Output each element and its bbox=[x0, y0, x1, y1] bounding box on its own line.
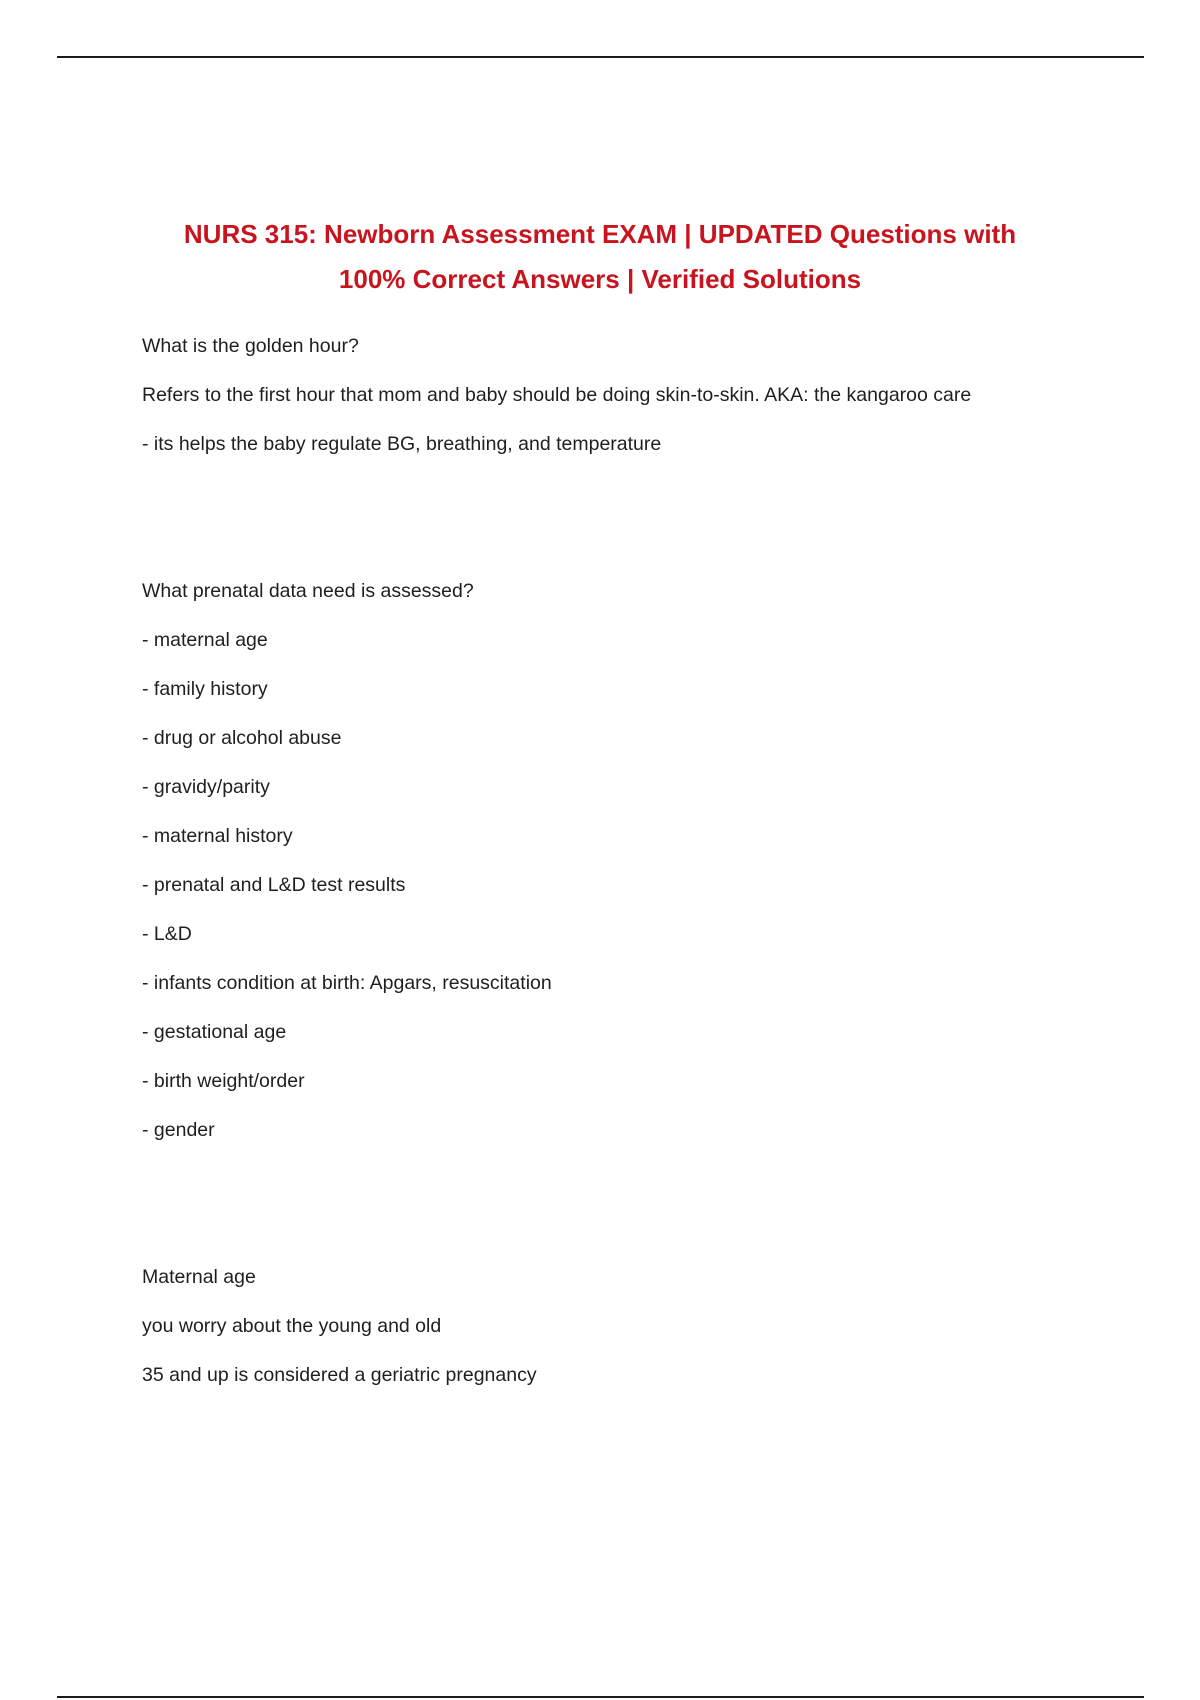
answer-list-item: - maternal age bbox=[142, 629, 268, 651]
answer-text: you worry about the young and old bbox=[142, 1315, 442, 1337]
document-title bbox=[130, 212, 1070, 302]
answer-list-item: - gestational age bbox=[142, 1021, 287, 1043]
section-spacer bbox=[142, 1155, 1122, 1253]
answer-list-item: - L&D bbox=[142, 923, 192, 945]
answer-text: 35 and up is considered a geriatric pregnancy bbox=[142, 1364, 537, 1386]
header-rule bbox=[57, 56, 1144, 58]
question-text: Maternal age bbox=[142, 1266, 256, 1288]
answer-text: - its helps the baby regulate BG, breathing, and temperature bbox=[142, 433, 662, 455]
answer-text: Refers to the first hour that mom and baby should be doing skin-to-skin. AKA: the kangaroo care bbox=[142, 384, 972, 406]
footer-rule bbox=[57, 1696, 1144, 1698]
answer-list-item: - prenatal and L&D test results bbox=[142, 874, 406, 896]
qa-section-prenatal-data bbox=[142, 567, 1122, 1155]
document-title-line-1: NURS 315: Newborn Assessment EXAM | UPDATED Questions with bbox=[183, 219, 1017, 249]
qa-section-maternal-age bbox=[142, 1253, 1122, 1400]
answer-list-item: - infants condition at birth: Apgars, resuscitation bbox=[142, 972, 552, 994]
answer-list-item: - family history bbox=[142, 678, 268, 700]
answer-list-item: - gravidy/parity bbox=[142, 776, 270, 798]
question-text: What is the golden hour? bbox=[142, 335, 359, 357]
answer-list-item: - birth weight/order bbox=[142, 1070, 305, 1092]
document-body bbox=[142, 322, 1122, 1400]
question-text: What prenatal data need is assessed? bbox=[142, 580, 474, 602]
answer-list-item: - gender bbox=[142, 1119, 215, 1141]
answer-list-item: - maternal history bbox=[142, 825, 293, 847]
qa-section-golden-hour bbox=[142, 322, 1122, 469]
document-title-line-2: 100% Correct Answers | Verified Solutions bbox=[338, 264, 862, 294]
section-spacer bbox=[142, 469, 1122, 567]
answer-list-item: - drug or alcohol abuse bbox=[142, 727, 342, 749]
